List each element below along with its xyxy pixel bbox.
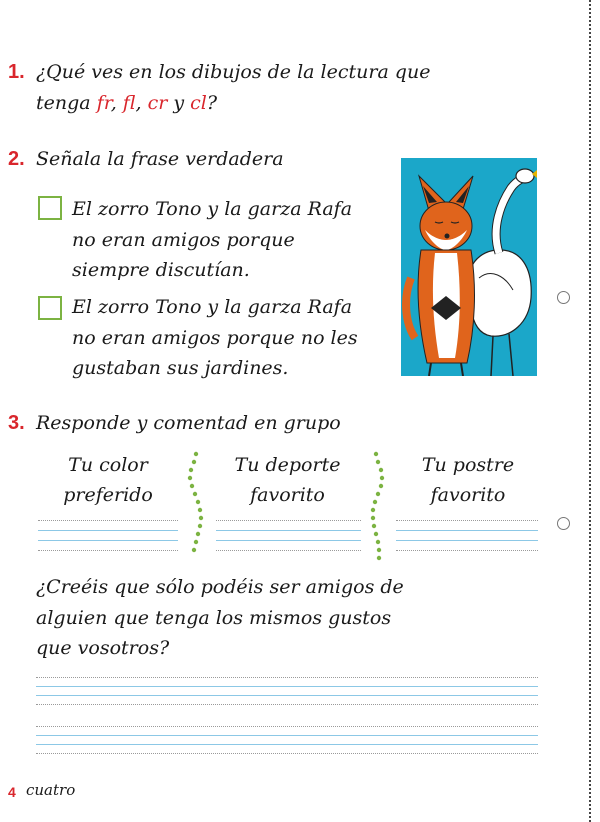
option-2-line-3: gustaban sus jardines. [72, 357, 289, 379]
page-number: 4 [8, 784, 16, 800]
fox-and-heron-illustration [401, 158, 537, 376]
page-number-word: cuatro [26, 781, 76, 799]
discussion-line-1: ¿Creéis que sólo podéis ser amigos de [36, 576, 404, 598]
syllable-cr: cr [147, 92, 168, 114]
binder-hole-bottom [557, 517, 570, 530]
option-1-line-3: siempre discutían. [72, 259, 250, 281]
discussion-line-3: que vosotros? [36, 637, 170, 659]
column-separator-dots-1 [186, 450, 206, 560]
answer-lines-sport[interactable] [216, 520, 361, 560]
discussion-line-2: alguien que tenga los mismos gustos [36, 607, 392, 629]
option-1-line-2: no eran amigos porque [72, 229, 295, 251]
question-1-line-1: ¿Qué ves en los dibujos de la lectura que [36, 61, 431, 83]
syllable-fr: fr [96, 92, 111, 114]
option-2-checkbox[interactable] [38, 296, 62, 320]
binder-hole-top [557, 291, 570, 304]
column-sport-label: Tu deporte favorito [234, 454, 341, 506]
syllable-fl: fl [122, 92, 136, 114]
question-2-number: 2. [8, 148, 25, 170]
answer-lines-color[interactable] [38, 520, 178, 560]
question-1-number: 1. [8, 61, 25, 83]
column-separator-dots-2 [368, 450, 388, 565]
question-1-line-2: tenga fr, fl, cr y cl? [36, 92, 218, 114]
question-3-number: 3. [8, 412, 25, 434]
option-1-line-1: El zorro Tono y la garza Rafa [72, 198, 353, 220]
page-margin-dotted-line [589, 0, 591, 822]
question-2-title: Señala la frase verdadera [36, 148, 284, 170]
option-2-line-1: El zorro Tono y la garza Rafa [72, 296, 353, 318]
column-color-label: Tu color preferido [63, 454, 153, 506]
option-2-line-2: no eran amigos porque no les [72, 327, 358, 349]
option-1-checkbox[interactable] [38, 196, 62, 220]
answer-lines-dessert[interactable] [396, 520, 538, 560]
answer-lines-discussion[interactable] [36, 677, 538, 767]
question-3-title: Responde y comentad en grupo [36, 412, 341, 434]
column-dessert-label: Tu postre favorito [421, 454, 515, 506]
syllable-cl: cl [190, 92, 207, 114]
